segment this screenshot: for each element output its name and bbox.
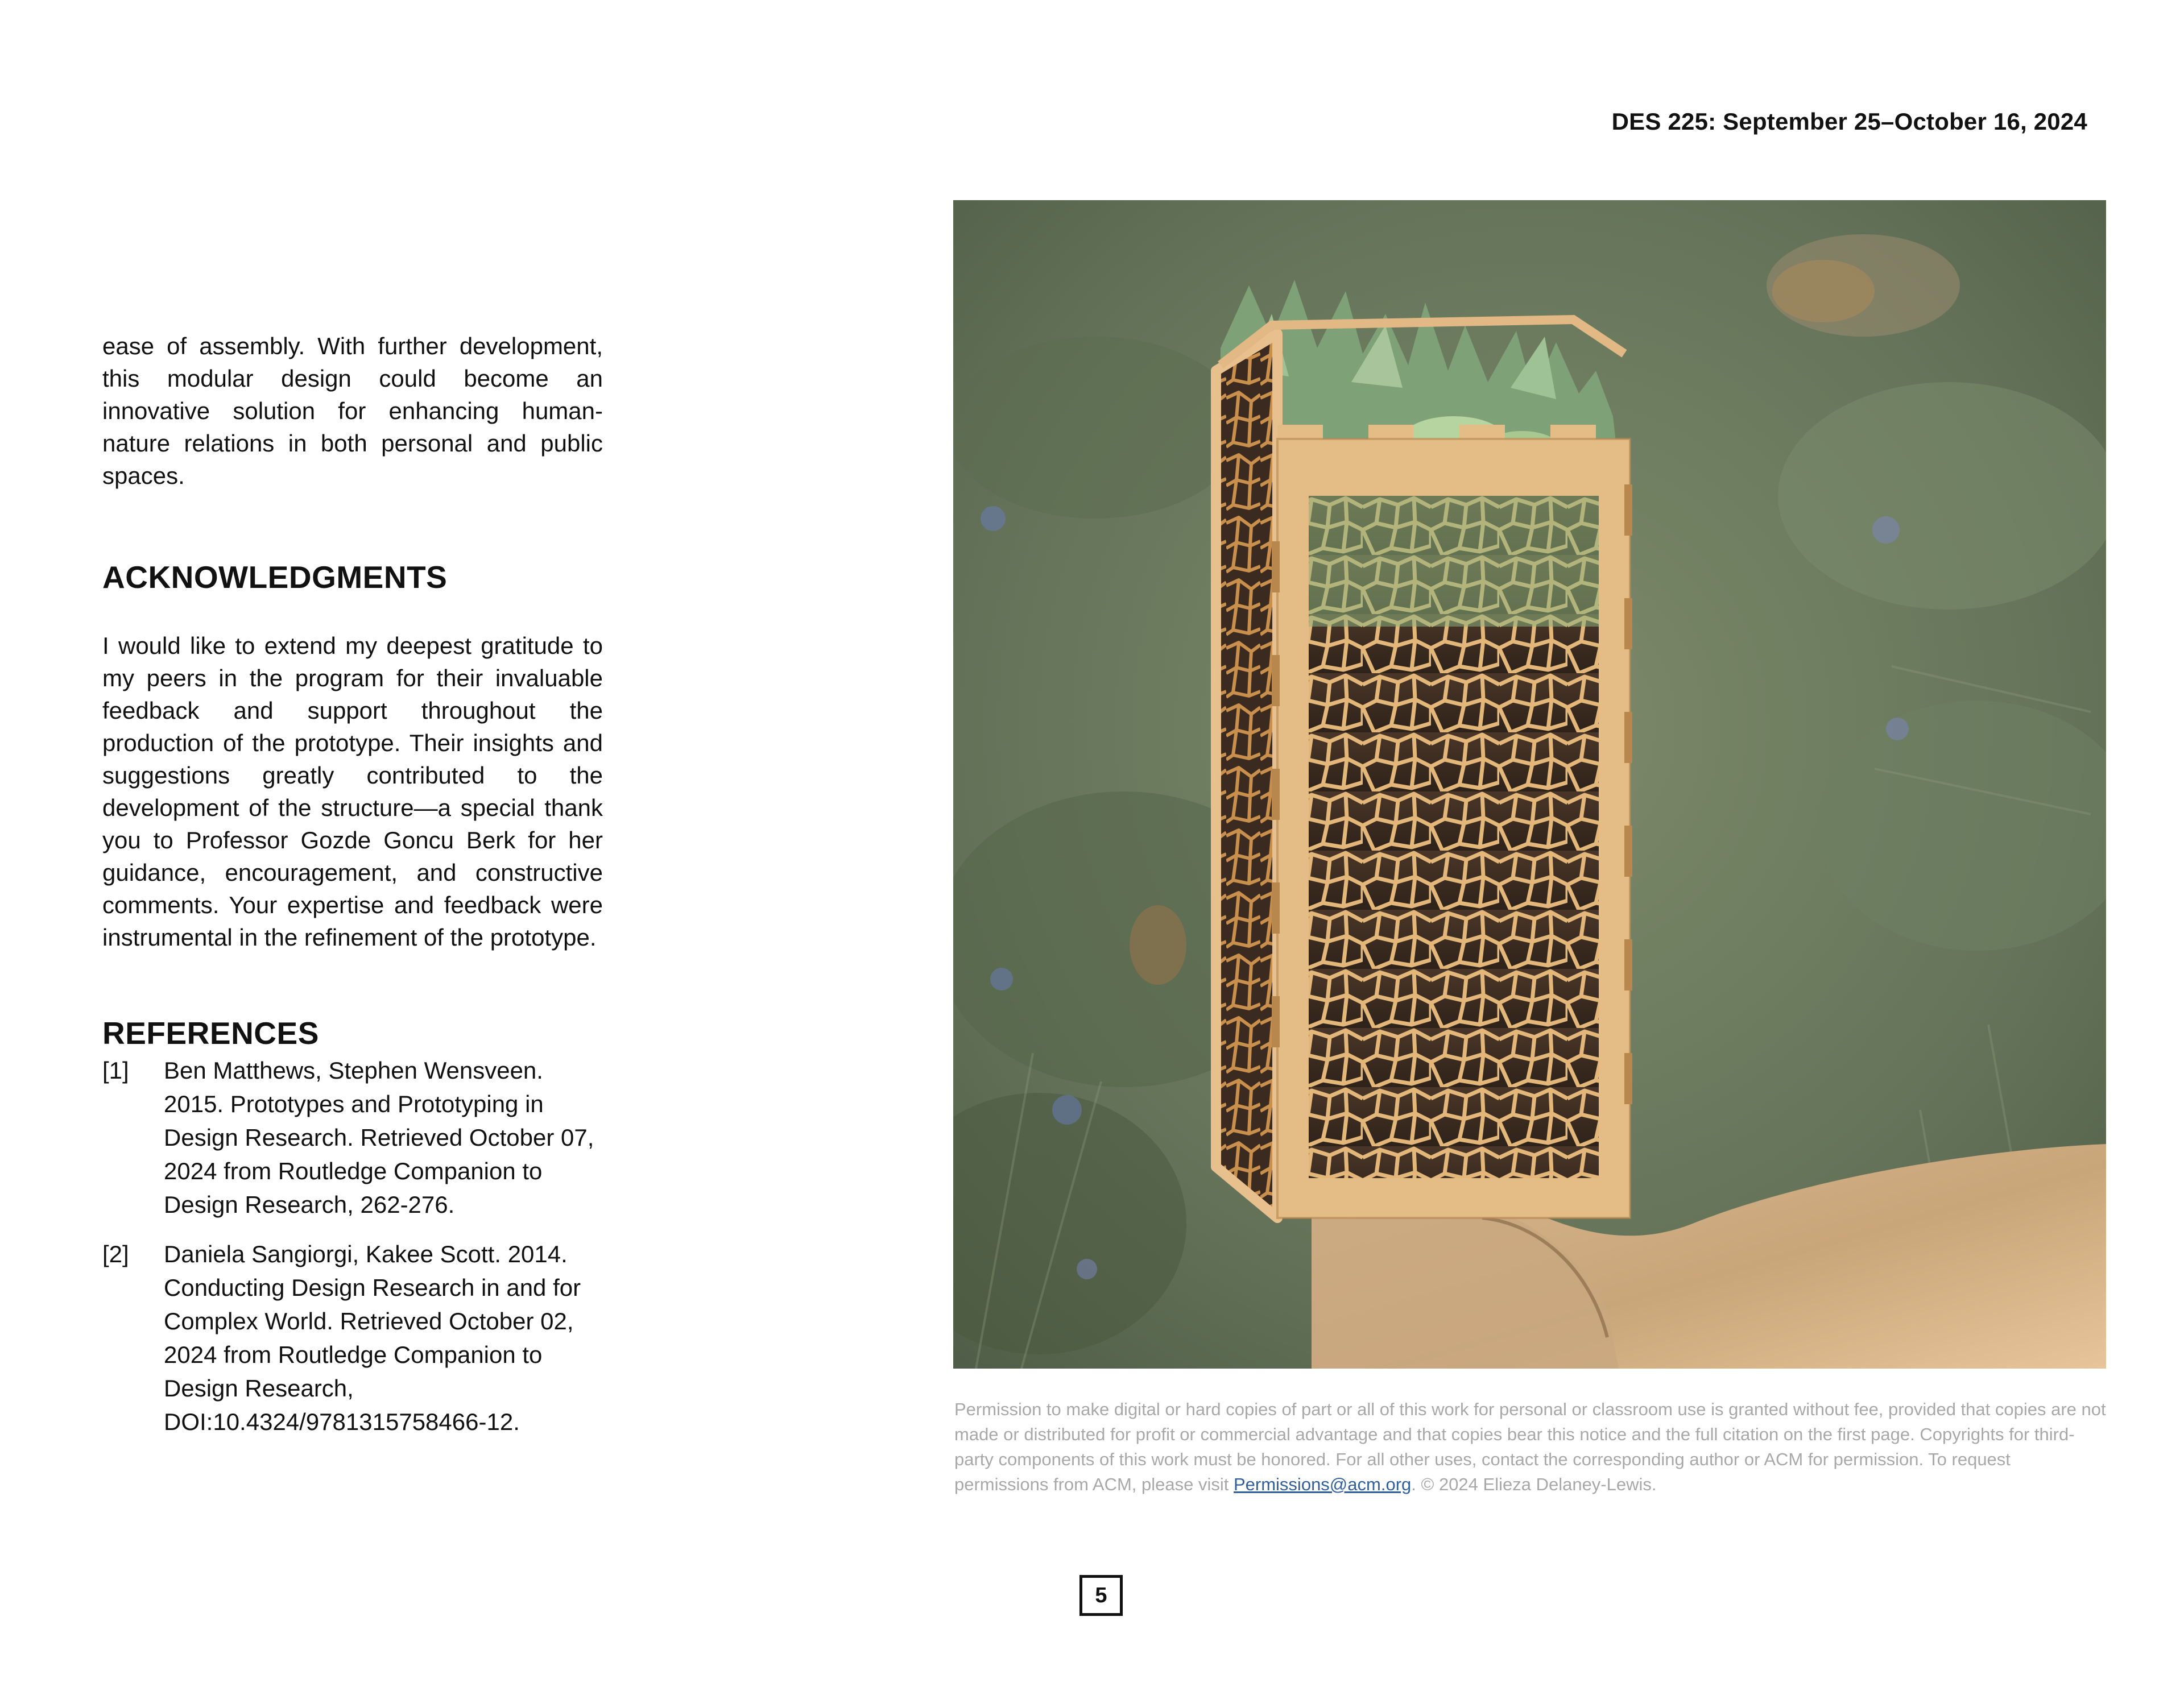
reference-item xyxy=(102,1054,603,1221)
acknowledgments-heading: ACKNOWLEDGMENTS xyxy=(102,559,448,595)
reference-number: [1] xyxy=(102,1057,129,1084)
reference-text: Ben Matthews, Stephen Wensveen. 2015. Prototypes and Prototyping in Design Research. Retrieved October 07, 2024 from Routledge Companion to Design Research, 262-276. xyxy=(164,1057,594,1218)
planter-photo xyxy=(953,200,2106,1369)
permission-notice xyxy=(954,1397,2106,1497)
planter-illustration xyxy=(953,200,2106,1369)
references-heading: REFERENCES xyxy=(102,1015,319,1051)
permission-text: Permission to make digital or hard copies of part or all of this work for personal or classroom use is granted without fee, provided that copies are not made or distributed for profit or commercial advantage and that copies bear this notice and the full citation on the first page. Copyrights for third-party components of this work must be honored. For all other uses, contact the corresponding author or ACM for permission. To request permissions from ACM, please visit xyxy=(954,1399,2106,1494)
copyright-text: . © 2024 Elieza Delaney-Lewis. xyxy=(1411,1474,1657,1494)
reference-text: Daniela Sangiorgi, Kakee Scott. 2014. Conducting Design Research in and for Complex World. Retrieved October 02, 2024 from Routledge Companion to Design Research, DOI:10.4324/9781315758466-12. xyxy=(164,1241,581,1435)
permissions-email-link[interactable]: Permissions@acm.org xyxy=(1233,1474,1412,1494)
reference-list xyxy=(102,1054,603,1439)
reference-item xyxy=(102,1237,603,1439)
running-head: DES 225: September 25–October 16, 2024 xyxy=(1611,108,2087,135)
acknowledgments-text: I would like to extend my deepest gratitude to my peers in the program for their invaluable feedback and support throughout the production of the prototype. Their insights and suggestions greatly contributed to the development of the structure—a special thank you to Professor Gozde Goncu Berk for her guidance, encouragement, and constructive comments. Your expertise and feedback were instrumental in the refinement of the prototype. xyxy=(102,632,603,951)
intro-paragraph: ease of assembly. With further development, this modular design could become an innovative solution for enhancing human-nature relations in both personal and public spaces. xyxy=(102,333,603,489)
reference-number: [2] xyxy=(102,1241,129,1267)
page-number: 5 xyxy=(1079,1575,1123,1616)
left-column xyxy=(102,330,603,1454)
